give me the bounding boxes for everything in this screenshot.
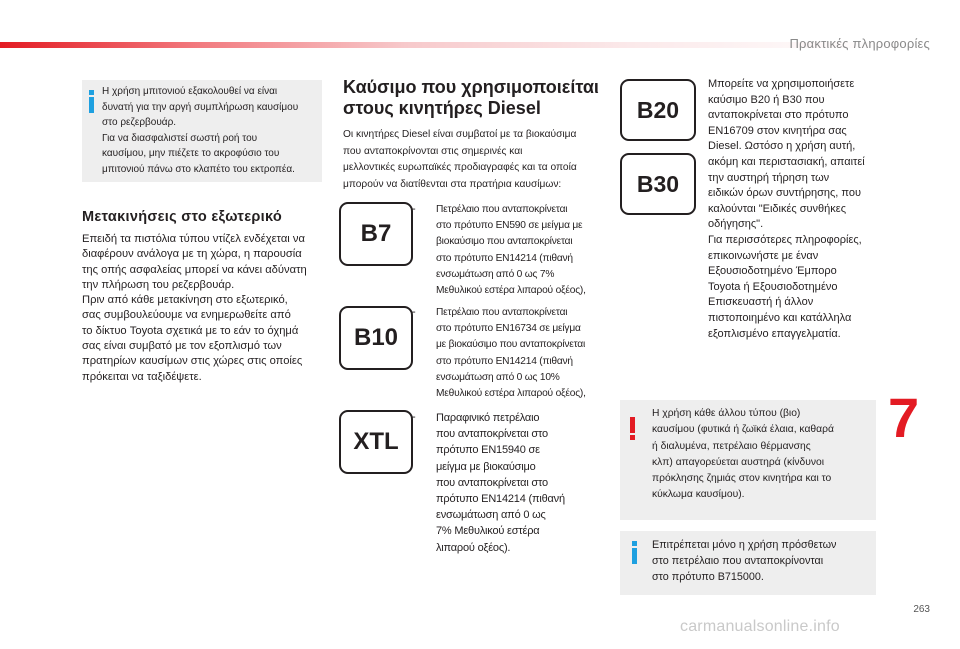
warning-line: καυσίμου (φυτικά ή ζωϊκά έλαια, καθαρά	[652, 424, 834, 436]
info-line: δυνατή για την αργή συμπλήρωση καυσίμου	[102, 101, 299, 113]
fuel-description-b7	[436, 202, 611, 299]
body-line: την πλήρωση του ρεζερβουάρ.	[82, 278, 235, 291]
b20-b30-description	[708, 77, 898, 342]
body-line: καλούνται "Ειδικές συνθήκες	[708, 202, 846, 215]
info-box-additives	[620, 531, 876, 595]
fuel-line: πρότυπο EN15940 σε	[436, 444, 540, 457]
fuel-line: Μεθυλικού εστέρα λιπαρού οξέος),	[436, 285, 586, 297]
info-line: Η χρήση μπιτονιού εξακολουθεί να είναι	[102, 86, 278, 97]
fuel-line: πρότυπο EN14214 (πιθανή	[436, 493, 565, 506]
body-line: ειδικών όρων συντήρησης, που	[708, 187, 861, 200]
list-dash: -	[412, 306, 416, 318]
body-line: που ανταποκρίνονται στις σημερινές και	[343, 145, 523, 157]
diesel-intro	[343, 127, 608, 193]
fuel-line: Παραφινικό πετρέλαιο	[436, 412, 540, 424]
info-box-text	[102, 84, 320, 177]
info-box-text	[652, 537, 876, 585]
list-dash: -	[412, 203, 416, 215]
body-line: διαφέρουν ανάλογα με τη χώρα, η παρουσία	[82, 248, 302, 261]
body-line: της οπής ασφαλείας μπορεί να κάνει αδύνατη	[82, 263, 307, 276]
fuel-line: λιπαρού οξέος).	[436, 541, 511, 554]
fuel-label-b30: B30	[620, 153, 696, 215]
body-line: Για περισσότερες πληροφορίες,	[708, 233, 862, 246]
body-line: εξοπλισμένο επαγγελματία.	[708, 327, 841, 340]
info-line: στο πετρέλαιο που ανταποκρίνονται	[652, 555, 824, 567]
warning-box-text	[652, 406, 876, 504]
warning-box-fuel	[620, 400, 876, 520]
body-line: σας συμβουλεύουμε να ενημερωθείτε από	[82, 309, 291, 322]
info-line: Για να διασφαλιστεί σωστή ροή του	[102, 132, 258, 144]
diesel-title-line: Καύσιμο που χρησιμοποιείται	[343, 77, 599, 97]
warning-line: κλπ) απαγορεύεται αυστηρά (κίνδυνοι	[652, 456, 825, 468]
body-line: καύσιμο B20 ή B30 που	[708, 93, 825, 106]
info-icon	[89, 90, 94, 113]
fuel-label-b20: B20	[620, 79, 696, 141]
body-line: ακόμη και περιστασιακή, απαιτεί	[708, 155, 865, 168]
body-line: το δίκτυο Toyota σχετικά με το εάν το όχημά	[82, 324, 299, 337]
fuel-line: ενσωμάτωση από 0 ως 10%	[436, 371, 560, 383]
fuel-line: στο πρότυπο EN14214 (πιθανή	[436, 252, 573, 264]
section-header-title: Πρακτικές πληροφορίες	[789, 36, 930, 51]
fuel-line: στο πρότυπο EN16734 σε μείγμα	[436, 323, 581, 335]
warning-line: πρόκλησης ζημιάς στον κινητήρα και το	[652, 473, 832, 485]
info-line: Επιτρέπεται μόνο η χρήση πρόσθετων	[652, 539, 837, 551]
fuel-line: στο πρότυπο EN14214 (πιθανή	[436, 355, 573, 367]
travel-section-title: Μετακινήσεις στο εξωτερικό	[82, 209, 283, 225]
fuel-line: 7% Μεθυλικού εστέρα	[436, 525, 540, 538]
body-line: σας είναι συμβατό με τον εξοπλισμό των	[82, 340, 282, 353]
fuel-line: Πετρέλαιο που ανταποκρίνεται	[436, 307, 568, 318]
chapter-number: 7	[888, 386, 920, 449]
body-line: μελλοντικές ευρωπαϊκές προδιαγραφές και τα οποία	[343, 162, 577, 173]
list-dash: -	[412, 411, 416, 423]
fuel-line: Μεθυλικού εστέρα λιπαρού οξέος),	[436, 388, 586, 400]
body-line: πρόκειται να ταξιδέψετε.	[82, 370, 202, 383]
fuel-line: βιοκαύσιμο που ανταποκρίνεται	[436, 236, 573, 248]
fuel-line: με βιοκαύσιμο που ανταποκρίνεται	[436, 339, 586, 351]
body-line: επικοινωνήστε με έναν	[708, 249, 819, 262]
fuel-description-xtl	[436, 410, 611, 556]
body-line: Επισκευαστή ή άλλον	[708, 296, 814, 309]
info-line: καυσίμου, μην πιέζετε το ακροφύσιο του	[102, 148, 280, 159]
body-line: Οι κινητήρες Diesel είναι συμβατοί με τα βιοκαύσιμα	[343, 129, 577, 140]
body-line: ανταποκρίνεται στο πρότυπο	[708, 109, 849, 122]
header-gradient-bar	[0, 42, 900, 48]
warning-line: ή διαλυμένα, πετρέλαιο θέρμανσης	[652, 440, 811, 452]
page-number: 263	[913, 604, 930, 615]
info-line: μπιτονιού πάνω στο κλαπέτο του εκτροπέα.	[102, 163, 295, 175]
warning-line: Η χρήση κάθε άλλου τύπου (βιο)	[652, 408, 801, 419]
fuel-line: μείγμα με βιοκαύσιμο	[436, 460, 536, 473]
body-line: Toyota ή Εξουσιοδοτημένο	[708, 280, 838, 293]
body-line: EN16709 στον κινητήρα σας	[708, 124, 847, 137]
body-line: μπορούν να διατίθενται στα πρατήρια καυσίμων:	[343, 178, 562, 190]
body-line: την αυστηρή τήρηση των	[708, 171, 830, 184]
watermark-text: carmanualsonline.info	[680, 618, 840, 635]
fuel-description-b10	[436, 305, 611, 402]
info-icon	[632, 541, 637, 564]
travel-section-body	[82, 232, 322, 385]
warning-line: κύκλωμα καυσίμου).	[652, 489, 745, 501]
fuel-label-b10: B10	[339, 306, 413, 370]
body-line: Πριν από κάθε μετακίνηση στο εξωτερικό,	[82, 294, 288, 307]
diesel-title-line: στους κινητήρες Diesel	[343, 98, 541, 118]
body-line: Επειδή τα πιστόλια τύπου ντίζελ ενδέχεται να	[82, 233, 305, 245]
fuel-label-xtl: XTL	[339, 410, 413, 474]
fuel-line: ενσωμάτωση από 0 ως	[436, 509, 546, 522]
body-line: Diesel. Ωστόσο η χρήση αυτή,	[708, 140, 856, 153]
info-line: στο ρεζερβουάρ.	[102, 117, 177, 128]
info-line: στο πρότυπο B715000.	[652, 571, 764, 583]
fuel-line: Πετρέλαιο που ανταποκρίνεται	[436, 204, 568, 215]
body-line: οδήγησης".	[708, 218, 764, 231]
fuel-line: που ανταποκρίνεται στο	[436, 428, 548, 441]
fuel-line: που ανταποκρίνεται στο	[436, 476, 548, 489]
body-line: Εξουσιοδοτημένο Έμπορο	[708, 265, 837, 278]
body-line: πιστοποιημένο και κατάλληλα	[708, 311, 852, 324]
body-line: Μπορείτε να χρησιμοποιήσετε	[708, 78, 855, 90]
diesel-section-title	[343, 77, 599, 119]
fuel-label-b7: B7	[339, 202, 413, 266]
info-box-fuel-can	[82, 80, 322, 182]
warning-icon	[630, 417, 635, 440]
fuel-line: στο πρότυπο EN590 σε μείγμα με	[436, 220, 583, 232]
fuel-line: ενσωμάτωση από 0 ως 7%	[436, 268, 555, 280]
body-line: πρατηρίων καυσίμων στις χώρες στις οποίες	[82, 355, 303, 368]
